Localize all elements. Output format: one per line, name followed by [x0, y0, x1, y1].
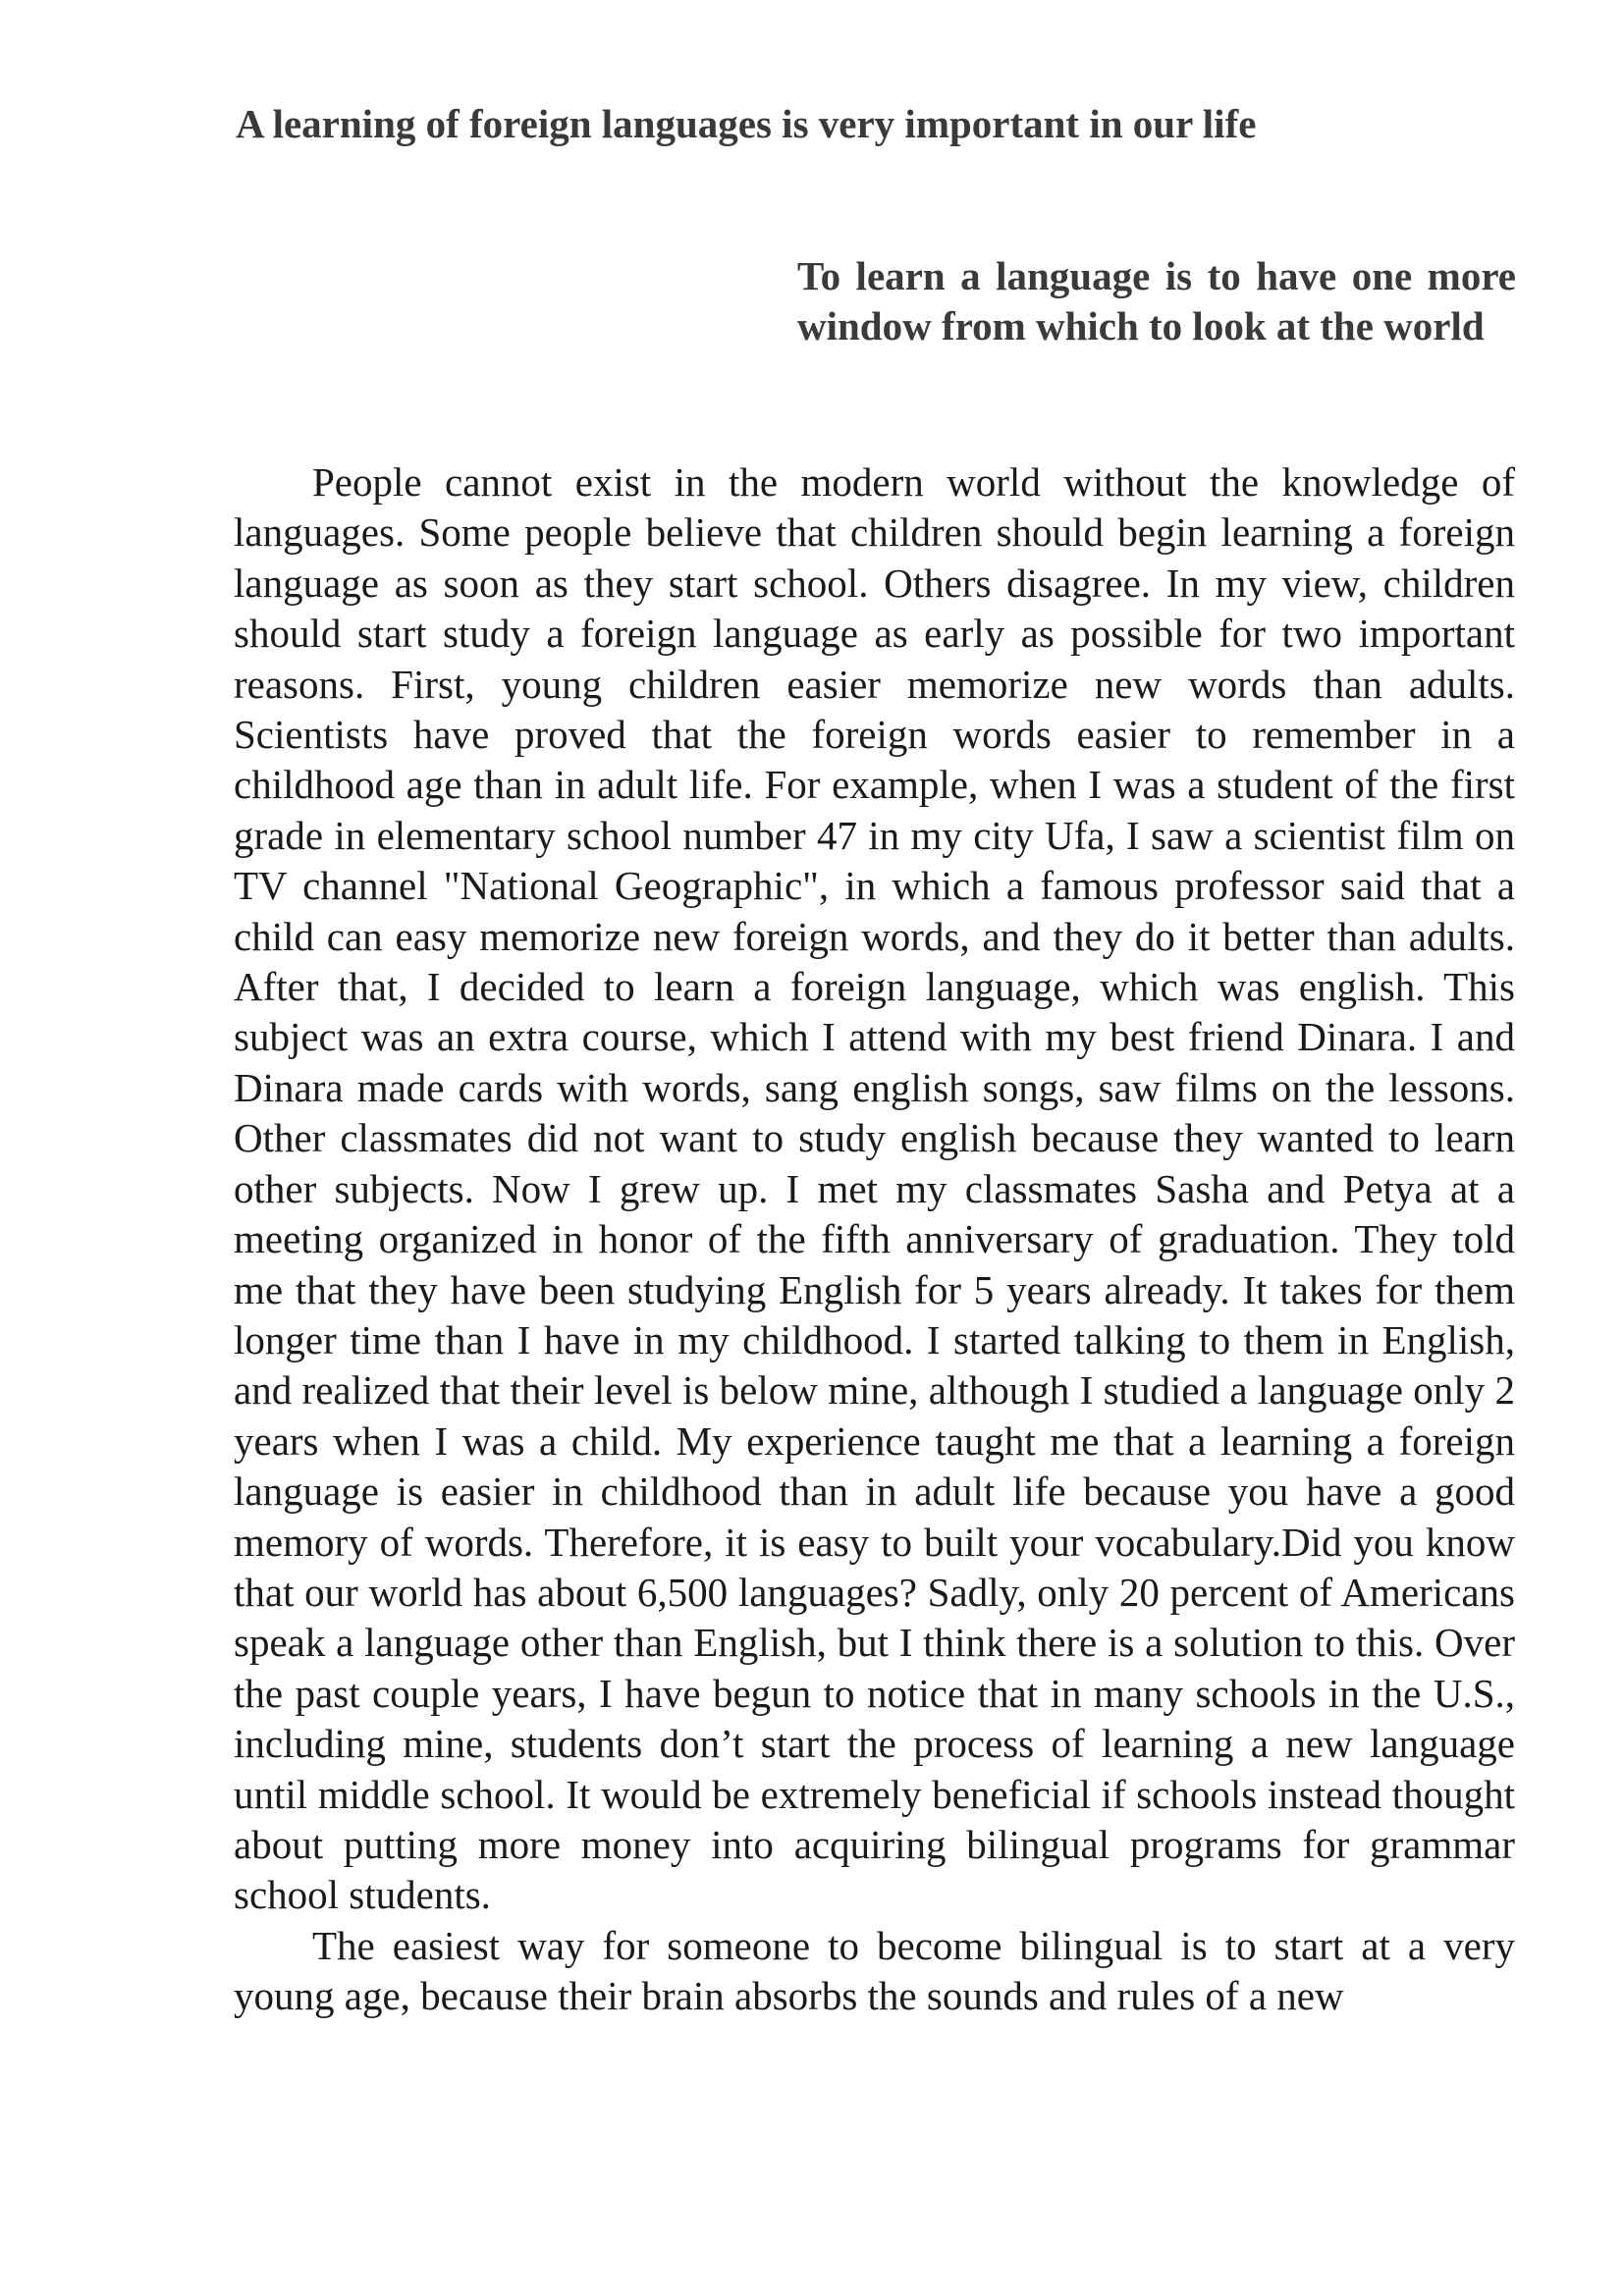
epigraph-quote: To learn a language is to have one more window from which to look at the world	[797, 253, 1516, 348]
document-title: A learning of foreign languages is very important in our life	[236, 101, 1257, 146]
document-body	[234, 457, 1515, 2022]
body-paragraph: The easiest way for someone to become bilingual is to start at a very young age, because their brain absorbs the sounds and rules of a new	[234, 1922, 1515, 2019]
body-paragraph: People cannot exist in the modern world without the knowledge of languages. Some people believe that children should begin learning a foreign language as soon as they start school. Others disagree. In my view, children should start study a foreign language as early as possible for two important reasons. First, young children easier memorize new words than adults. Scientists have proved that the foreign words easier to remember in a childhood age than in adult life. For example, when I was a student of the first grade in elementary school number 47 in my city Ufa, I saw a scientist film on TV channel "National Geographic", in which a famous professor said that a child can easy memorize new foreign words, and they do it better than adults. After that, I decided to learn a foreign language, which was english. This subject was an extra course, which I attend with my best friend Dinara. I and Dinara made cards with words, sang english songs, saw films on the lessons. Other classmates did not want to study english because they wanted to learn other subjects. Now I grew up. I met my classmates Sasha and Petya at a meeting organized in honor of the fifth anniversary of graduation. They told me that they have been studying English for 5 years already. It takes for them longer time than I have in my childhood. I started talking to them in English, and realized that their level is below mine, although I studied a language only 2 years when I was a child. My experience taught me that a learning a foreign language is easier in childhood than in adult life because you have a good memory of words. Therefore, it is easy to built your vocabulary.Did you know that our world has about 6,500 languages? Sadly, only 20 percent of Americans speak a language other than English, but I think there is a solution to this. Over the past couple years, I have begun to notice that in many schools in the U.S., including mine, students don’t start the process of learning a new language until middle school. It would be extremely beneficial if schools instead thought about putting more money into acquiring bilingual programs for grammar school students.	[234, 459, 1515, 1918]
